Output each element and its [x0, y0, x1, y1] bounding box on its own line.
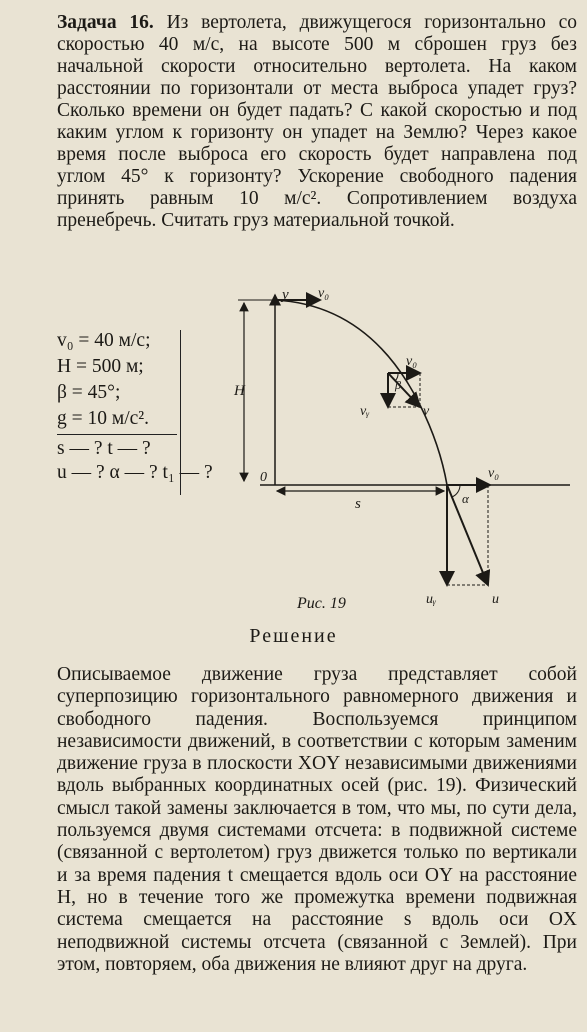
label-uy: uᵧ	[426, 592, 437, 607]
find-line-1: s — ? t — ?	[57, 438, 151, 459]
problem-statement	[57, 12, 577, 232]
figure-caption: Рис. 19	[297, 595, 346, 612]
trajectory-curve	[275, 300, 447, 485]
given-g: g = 10 м/с².	[57, 408, 150, 429]
given-divider	[180, 330, 181, 495]
label-origin: 0	[260, 470, 267, 485]
label-u: u	[492, 592, 499, 607]
label-alpha: α	[462, 491, 469, 506]
label-v0-mid: v₀	[406, 354, 418, 369]
given-beta: β = 45°;	[57, 382, 121, 403]
given-data	[57, 328, 217, 485]
alpha-arc	[452, 485, 460, 497]
label-v0-top: v₀	[318, 286, 330, 301]
given-v0: v₀ = 40 м/с;	[57, 330, 151, 351]
given-separator	[57, 434, 177, 435]
figure-trajectory	[230, 285, 580, 610]
solution-paragraph: Описываемое движение груза представляет собой суперпозицию горизонтального равномерного движения и свободного падения. Воспользуемся принципом независимости движений, в соответствии с которым заменим движение груза в плоскости XOY независимыми движениями вдоль выбранных координатных осей (рис. 19). Физический смысл такой замены заключается в том, что мы, по сути дела, пользуемся двумя системами отсчета: в подвижной системе (связанной с вертолетом) груз движется только по вертикали и за время падения t смещается вдоль оси OY на расстояние H, но в течение того же промежутка времени подвижная система смещается на расстояние s вдоль оси OX неподвижной системы отсчета (связанной с Землей). При этом, повторяем, оба движения не влияют друг на друга.	[57, 664, 577, 975]
label-beta: β	[395, 378, 401, 392]
solution-heading: Решение	[249, 625, 338, 647]
solution-text	[57, 664, 577, 976]
problem-title: Задача 16.	[57, 12, 154, 33]
label-v0-bottom: v₀	[488, 466, 500, 481]
label-v: v	[423, 404, 430, 419]
given-height: H = 500 м;	[57, 356, 144, 377]
label-s: s	[355, 496, 361, 512]
label-H: H	[234, 383, 245, 399]
label-y: y	[282, 287, 289, 303]
find-line-2: u — ? α — ? t₁ — ?	[57, 462, 213, 483]
label-vy: vᵧ	[360, 404, 370, 419]
problem-text: Из вертолета, движущегося горизонтально со скоростью 40 м/с, на высоте 500 м сброшен груз без начальной скорости относительно вертолета. На каком расстоянии по горизонтали от места выброса упадет груз? Сколько времени он будет падать? С какой скоростью и под каким углом к горизонту он упадет на Землю? Через какое время после выброса его скорость будет направлена под углом 45° к горизонту? Ускорение свободного падения принять равным 10 м/с². Сопротивлением воздуха пренебречь. Считать груз материальной точкой.	[57, 12, 577, 231]
